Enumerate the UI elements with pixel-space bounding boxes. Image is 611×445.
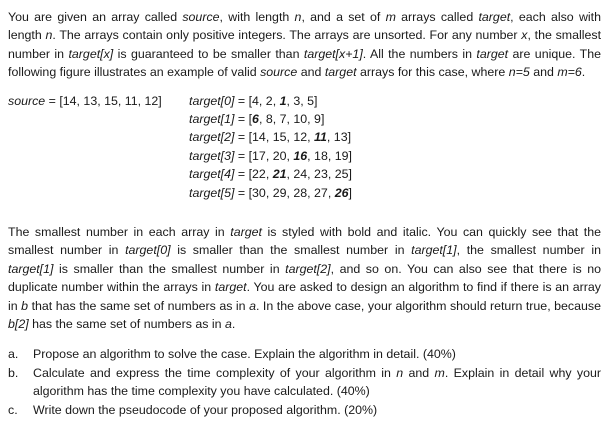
target-array-1: target[1] = [6, 8, 7, 10, 9]: [189, 112, 325, 127]
question-a: [8, 345, 601, 363]
question-text: Propose an algorithm to solve the case. Explain the algorithm in detail. (40%): [33, 347, 456, 362]
question-marker: c.: [8, 402, 18, 417]
question-list: [8, 345, 601, 419]
explanation-paragraph: The smallest number in each array in target is styled with bold and italic. You can quickly see that the smallest number in target[0] is smaller than the smallest number in target[1], the smallest number in target[1] is smaller than the smallest number in target[2], and so on. You can also see that there is no duplicate number within the arrays in target. You are asked to design an algorithm to find if there is an array in b that has the same set of numbers as in a. In the above case, your algorithm should return true, because b[2] has the same set of numbers as in a.: [8, 224, 601, 331]
question-b: [8, 364, 601, 401]
target-array-4: target[4] = [22, 21, 24, 23, 25]: [189, 167, 352, 182]
target-array-5: target[5] = [30, 29, 28, 27, 26]: [189, 185, 352, 200]
question-marker: a.: [8, 347, 19, 362]
target-array-3: target[3] = [17, 20, 16, 18, 19]: [189, 148, 352, 163]
target-arrays: [189, 92, 352, 202]
example-arrays: [8, 92, 601, 202]
target-array-0: target[0] = [4, 2, 1, 3, 5]: [189, 93, 318, 108]
question-text: Write down the pseudocode of your proposed algorithm. (20%): [33, 402, 378, 417]
question-c: [8, 401, 601, 419]
source-array: source = [14, 13, 15, 11, 12]: [8, 93, 162, 108]
question-marker: b.: [8, 365, 19, 380]
question-text: Calculate and express the time complexity of your algorithm in n and m. Explain in detail why your algorithm has the time complexity you have calculated. (40%): [33, 365, 601, 399]
intro-paragraph: You are given an array called source, with length n, and a set of m arrays called target, each also with length n. The arrays contain only positive integers. The arrays are unsorted. For any number x, the smallest number in target[x] is guaranteed to be smaller than target[x+1]. All the numbers in target are unique. The following figure illustrates an example of valid source and target arrays for this case, where n=5 and m=6.: [8, 10, 602, 80]
target-array-2: target[2] = [14, 15, 12, 11, 13]: [189, 130, 352, 145]
